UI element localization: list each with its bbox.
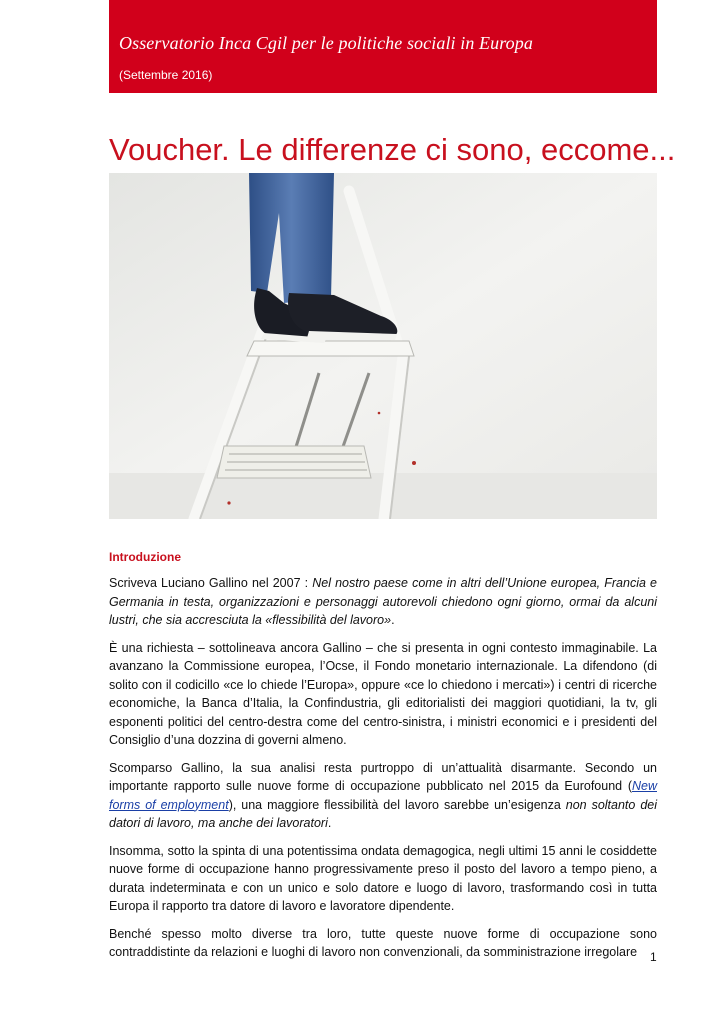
p1-end: . <box>391 613 395 627</box>
p3-end: . <box>327 816 332 830</box>
header-banner <box>109 0 657 93</box>
document-title: Voucher. Le differenze ci sono, eccome... <box>109 132 676 167</box>
section-heading: Introduzione <box>109 550 181 564</box>
paragraph-3 <box>109 759 657 833</box>
eurofound-report-link[interactable]: New forms of employment <box>109 779 657 812</box>
article-body <box>109 574 657 971</box>
paragraph-1 <box>109 574 657 630</box>
p3-lead: Scomparso Gallino, la sua analisi resta purtroppo di un’attualità disarmante. Secondo un importante rapporto sulle nuove forme di occupazione pubblicato nel 2015 da Eurofound ( <box>109 760 657 793</box>
banner-date: (Settembre 2016) <box>119 68 213 82</box>
p1-quote: Nel nostro paese come in altri dell’Unione europea, Francia e Germania in testa, organizzazioni e personaggi autorevoli chiedono ogni giorno, ormai da alcuni lustri, che sia accresciuta la «flessibilità del lavoro» <box>109 576 657 627</box>
page-number: 1 <box>650 950 657 964</box>
p1-lead: Scriveva Luciano Gallino nel 2007 : <box>109 576 313 590</box>
p3-italic: non soltanto dei datori di lavoro, ma anche dei lavoratori <box>109 797 657 830</box>
banner-title: Osservatorio Inca Cgil per le politiche sociali in Europa <box>119 33 533 53</box>
stepladder-photo-illustration <box>109 173 657 519</box>
paragraph-2: È una richiesta – sottolineava ancora Gallino – che si presenta in ogni contesto immaginabile. La avanzano la Commissione europea, l’Ocse, il Fondo monetario internazionale. La difendono (di solito con il codicillo «ce lo chiede l’Europa», oppure «ce lo chiedono i mercati») i centri di ricerche economiche, la Banca d’Italia, la Confindustria, gli editorialisti dei maggiori quotidiani, la tv, gli esponenti politici del centro-destra come del centro-sinistra, i ministri economici e i presidenti del Consiglio d’una dozzina di governi almeno. <box>109 640 657 747</box>
paragraph-5: Benché spesso molto diverse tra loro, tutte queste nuove forme di occupazione sono contraddistinte da relazioni e luoghi di lavoro non convenzionali, da somministrazione irregolare <box>109 926 657 959</box>
hero-photo <box>109 173 657 519</box>
paragraph-4: Insomma, sotto la spinta di una potentissima ondata demagogica, negli ultimi 15 anni le cosiddette nuove forme di occupazione hanno progressivamente preso il posto del lavoro a tempo pieno, a durata indeterminata e con un unico e solo datore e luogo di lavoro, trasformando così in tutta Europa il rapporto tra datore di lavoro e lavoratore dipendente. <box>109 843 657 913</box>
p3-mid: ), una maggiore flessibilità del lavoro sarebbe un’esigenza <box>228 797 566 812</box>
